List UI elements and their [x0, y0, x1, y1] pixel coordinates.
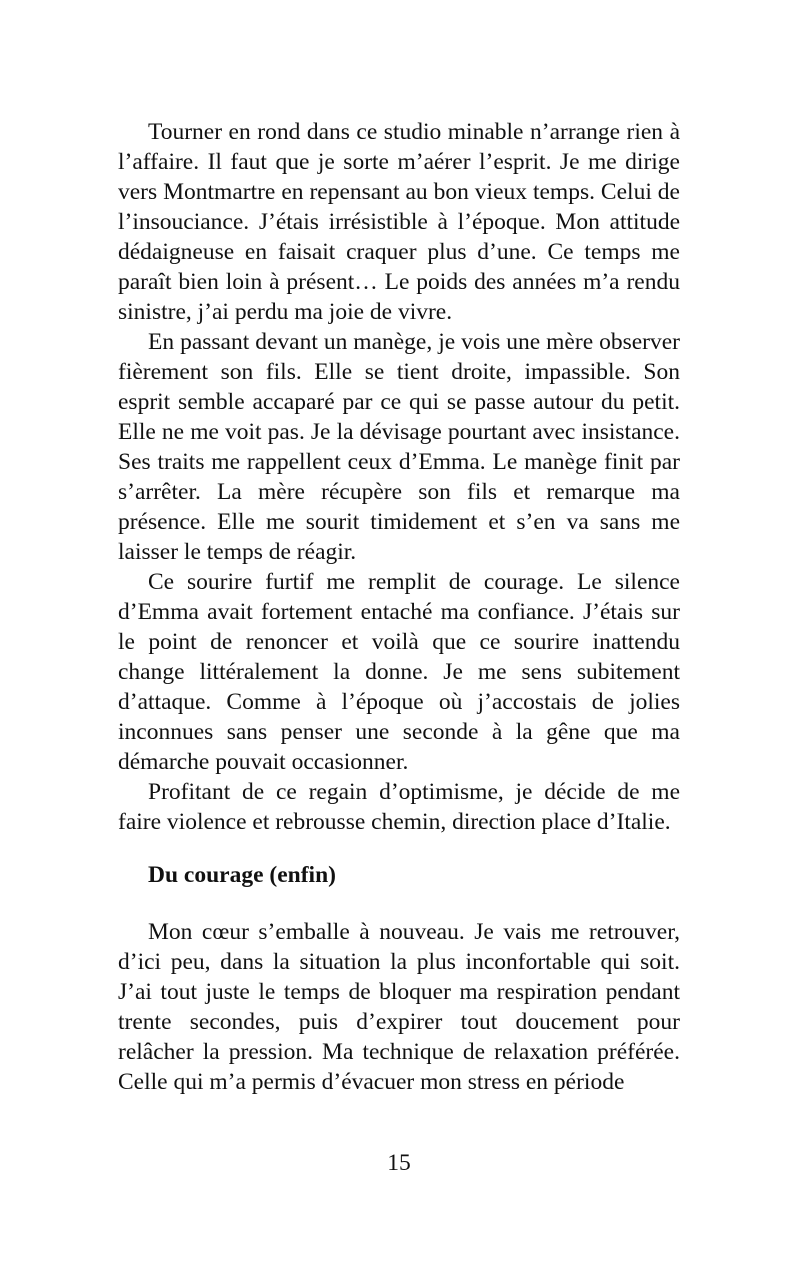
paragraph-2: En passant devant un manège, je vois une mère observer fièrement son fils. Elle se tient droite, impassible. Son esprit semble accaparé par ce qui se passe autour du petit. Elle ne me voit pas. Je la dévisage pourtant avec insistance. Ses traits me rappellent ceux d’Emma. Le manège finit par s’arrêter. La mère récupère son fils et remarque ma présence. Elle me sourit timidement et s’en va sans me laisser le temps de réagir.: [118, 329, 680, 565]
paragraph-1: Tourner en rond dans ce studio minable n’arrange rien à l’affaire. Il faut que je sorte m’aérer l’esprit. Je me dirige vers Montmartre en repensant au bon vieux temps. Celui de l’insouciance. J’étais irrésistible à l’époque. Mon attitude dédaigneuse en faisait craquer plus d’une. Ce temps me paraît bien loin à présent… Le poids des années m’a rendu sinistre, j’ai perdu ma joie de vivre.: [118, 119, 680, 325]
section-heading: Du courage (enfin): [148, 862, 336, 888]
paragraph-5: Mon cœur s’emballe à nouveau. Je vais me retrouver, d’ici peu, dans la situation la plus inconfortable qui soit. J’ai tout juste le temps de bloquer ma respiration pendant trente secondes, puis d’expirer tout doucement pour relâcher la pression. Ma technique de relaxation préférée. Celle qui m’a permis d’évacuer mon stress en période: [118, 919, 680, 1095]
page-number: 15: [387, 1150, 411, 1176]
paragraph-4: Profitant de ce regain d’optimisme, je décide de me faire violence et rebrousse chemin, direction place d’Italie.: [118, 779, 680, 835]
body-text-bottom: [118, 917, 680, 1097]
paragraph-3: Ce sourire furtif me remplit de courage. Le silence d’Emma avait fortement entaché ma confiance. J’étais sur le point de renoncer et voilà que ce sourire inattendu change littéralement la donne. Je me sens subitement d’attaque. Comme à l’époque où j’accostais de jolies inconnues sans penser une seconde à la gêne que ma démarche pouvait occasionner.: [118, 569, 680, 775]
body-text-top: [118, 117, 680, 837]
